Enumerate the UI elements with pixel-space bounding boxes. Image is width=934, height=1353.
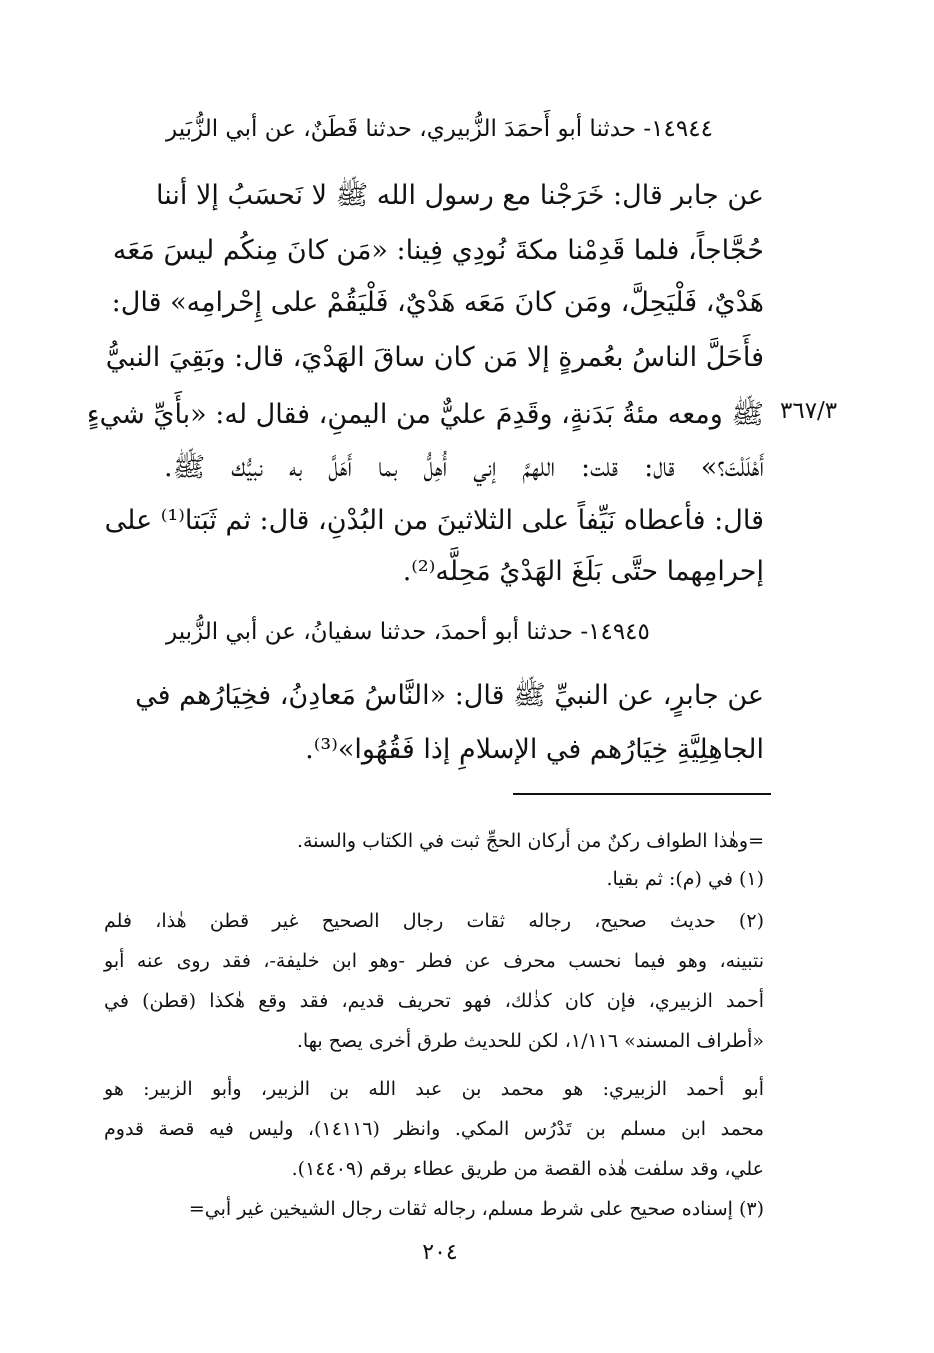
hadith-text-line: ﷺ ومعه مئةُ بَدَنةٍ، وقَدِمَ عليٌّ من اليمنِ، فقال له: «بأَيِّ شيءٍ [86,399,764,430]
hadith-text-line: أَهْلَلْتَ؟» قال: قلت: اللهمَّ إني أُهِلُّ بما أَهَلَّ به نبيُّك ﷺ. [164,452,764,483]
hadith-text-line: قال: فأعطاه نَيِّفاً على الثلاثينَ من البُدْنِ، قال: ثم ثَبَتا⁽¹⁾ على [104,505,764,536]
footnote-1: (١) في (م): ثم بقيا. [606,868,764,890]
footnote-separator [513,793,771,795]
footnote-3: (٣) إسناده صحيح على شرط مسلم، رجاله ثقات رجال الشيخين غير أبي= [188,1198,764,1220]
page-number: ٢٠٤ [422,1240,458,1265]
hadith-text-line: فأَحَلَّ الناسُ بعُمرةٍ إلا مَن كان ساقَ الهَدْيَ، قال: وبَقِيَ النبيُّ [105,342,764,373]
margin-volume-page-reference: ٣٦٧/٣ [780,398,838,424]
footnote-2-line: أحمد الزبيري، فإن كان كذٰلك، فهو تحريف قديم، فقد وقع هٰكذا (قطن) في [104,990,764,1012]
footnote-2-line: نتبينه، وهو فيما نحسب محرف عن فطر -وهو ابن خليفة-، فقد روى عنه أبو [104,950,764,972]
hadith-text-line: إحرامِهما حتَّى بَلَغَ الهَدْيُ مَحِلَّه⁽²⁾. [402,556,764,587]
footnote-2b-line: علي، وقد سلفت هٰذه القصة من طريق عطاء برقم (١٤٤٠٩). [291,1158,764,1180]
footnote-continuation: =وهٰذا الطواف ركنٌ من أركان الحجِّ ثبت في الكتاب والسنة. [296,830,764,852]
footnote-2-line: «أطراف المسند» ١/١١٦، لكن للحديث طرق أخرى يصح بها. [296,1030,764,1052]
hadith-text-line: الجاهِلِيَّةِ خِيَارُهم في الإسلامِ إذا فَقُهُوا»⁽³⁾. [305,734,764,765]
footnote-2-line: (٢) حديث صحيح، رجاله ثقات رجال الصحيح غير قطن هٰذا، فلم [104,910,764,932]
hadith-text-line: حُجَّاجاً، فلما قَدِمْنا مكةَ نُودِي فِينا: «مَن كانَ مِنكُم ليسَ مَعَه [112,235,764,266]
hadith-text-line: عن جابرٍ، عن النبيِّ ﷺ قال: «النَّاسُ مَعادِنُ، فخِيَارُهم في [135,680,764,711]
footnote-2b-line: أبو أحمد الزبيري: هو محمد بن عبد الله بن الزبير، وأبو الزبير: هو [104,1078,764,1100]
hadith-text-line: عن جابر قال: خَرَجْنا مع رسول الله ﷺ لا نَحسَبُ إلا أننا [156,180,764,211]
hadith-header: ١٤٩٤٤- حدثنا أبو أَحمَدَ الزُّبيري، حدثنا قَطَنٌ، عن أبي الزُّبَير [166,116,713,142]
hadith-header: ١٤٩٤٥- حدثنا أبو أحمدَ، حدثنا سفيانُ، عن أبي الزُّبير [166,619,650,645]
footnote-2b-line: محمد ابن مسلم بن تَدْرُس المكي. وانظر (١٤١١٦)، وليس فيه قصة قدوم [104,1118,764,1140]
hadith-text-line: هَدْيٌ، فَلْيَحِلَّ، ومَن كانَ مَعَه هَدْيٌ، فَلْيَقُمْ على إِحْرامِه» قال: [111,287,764,318]
